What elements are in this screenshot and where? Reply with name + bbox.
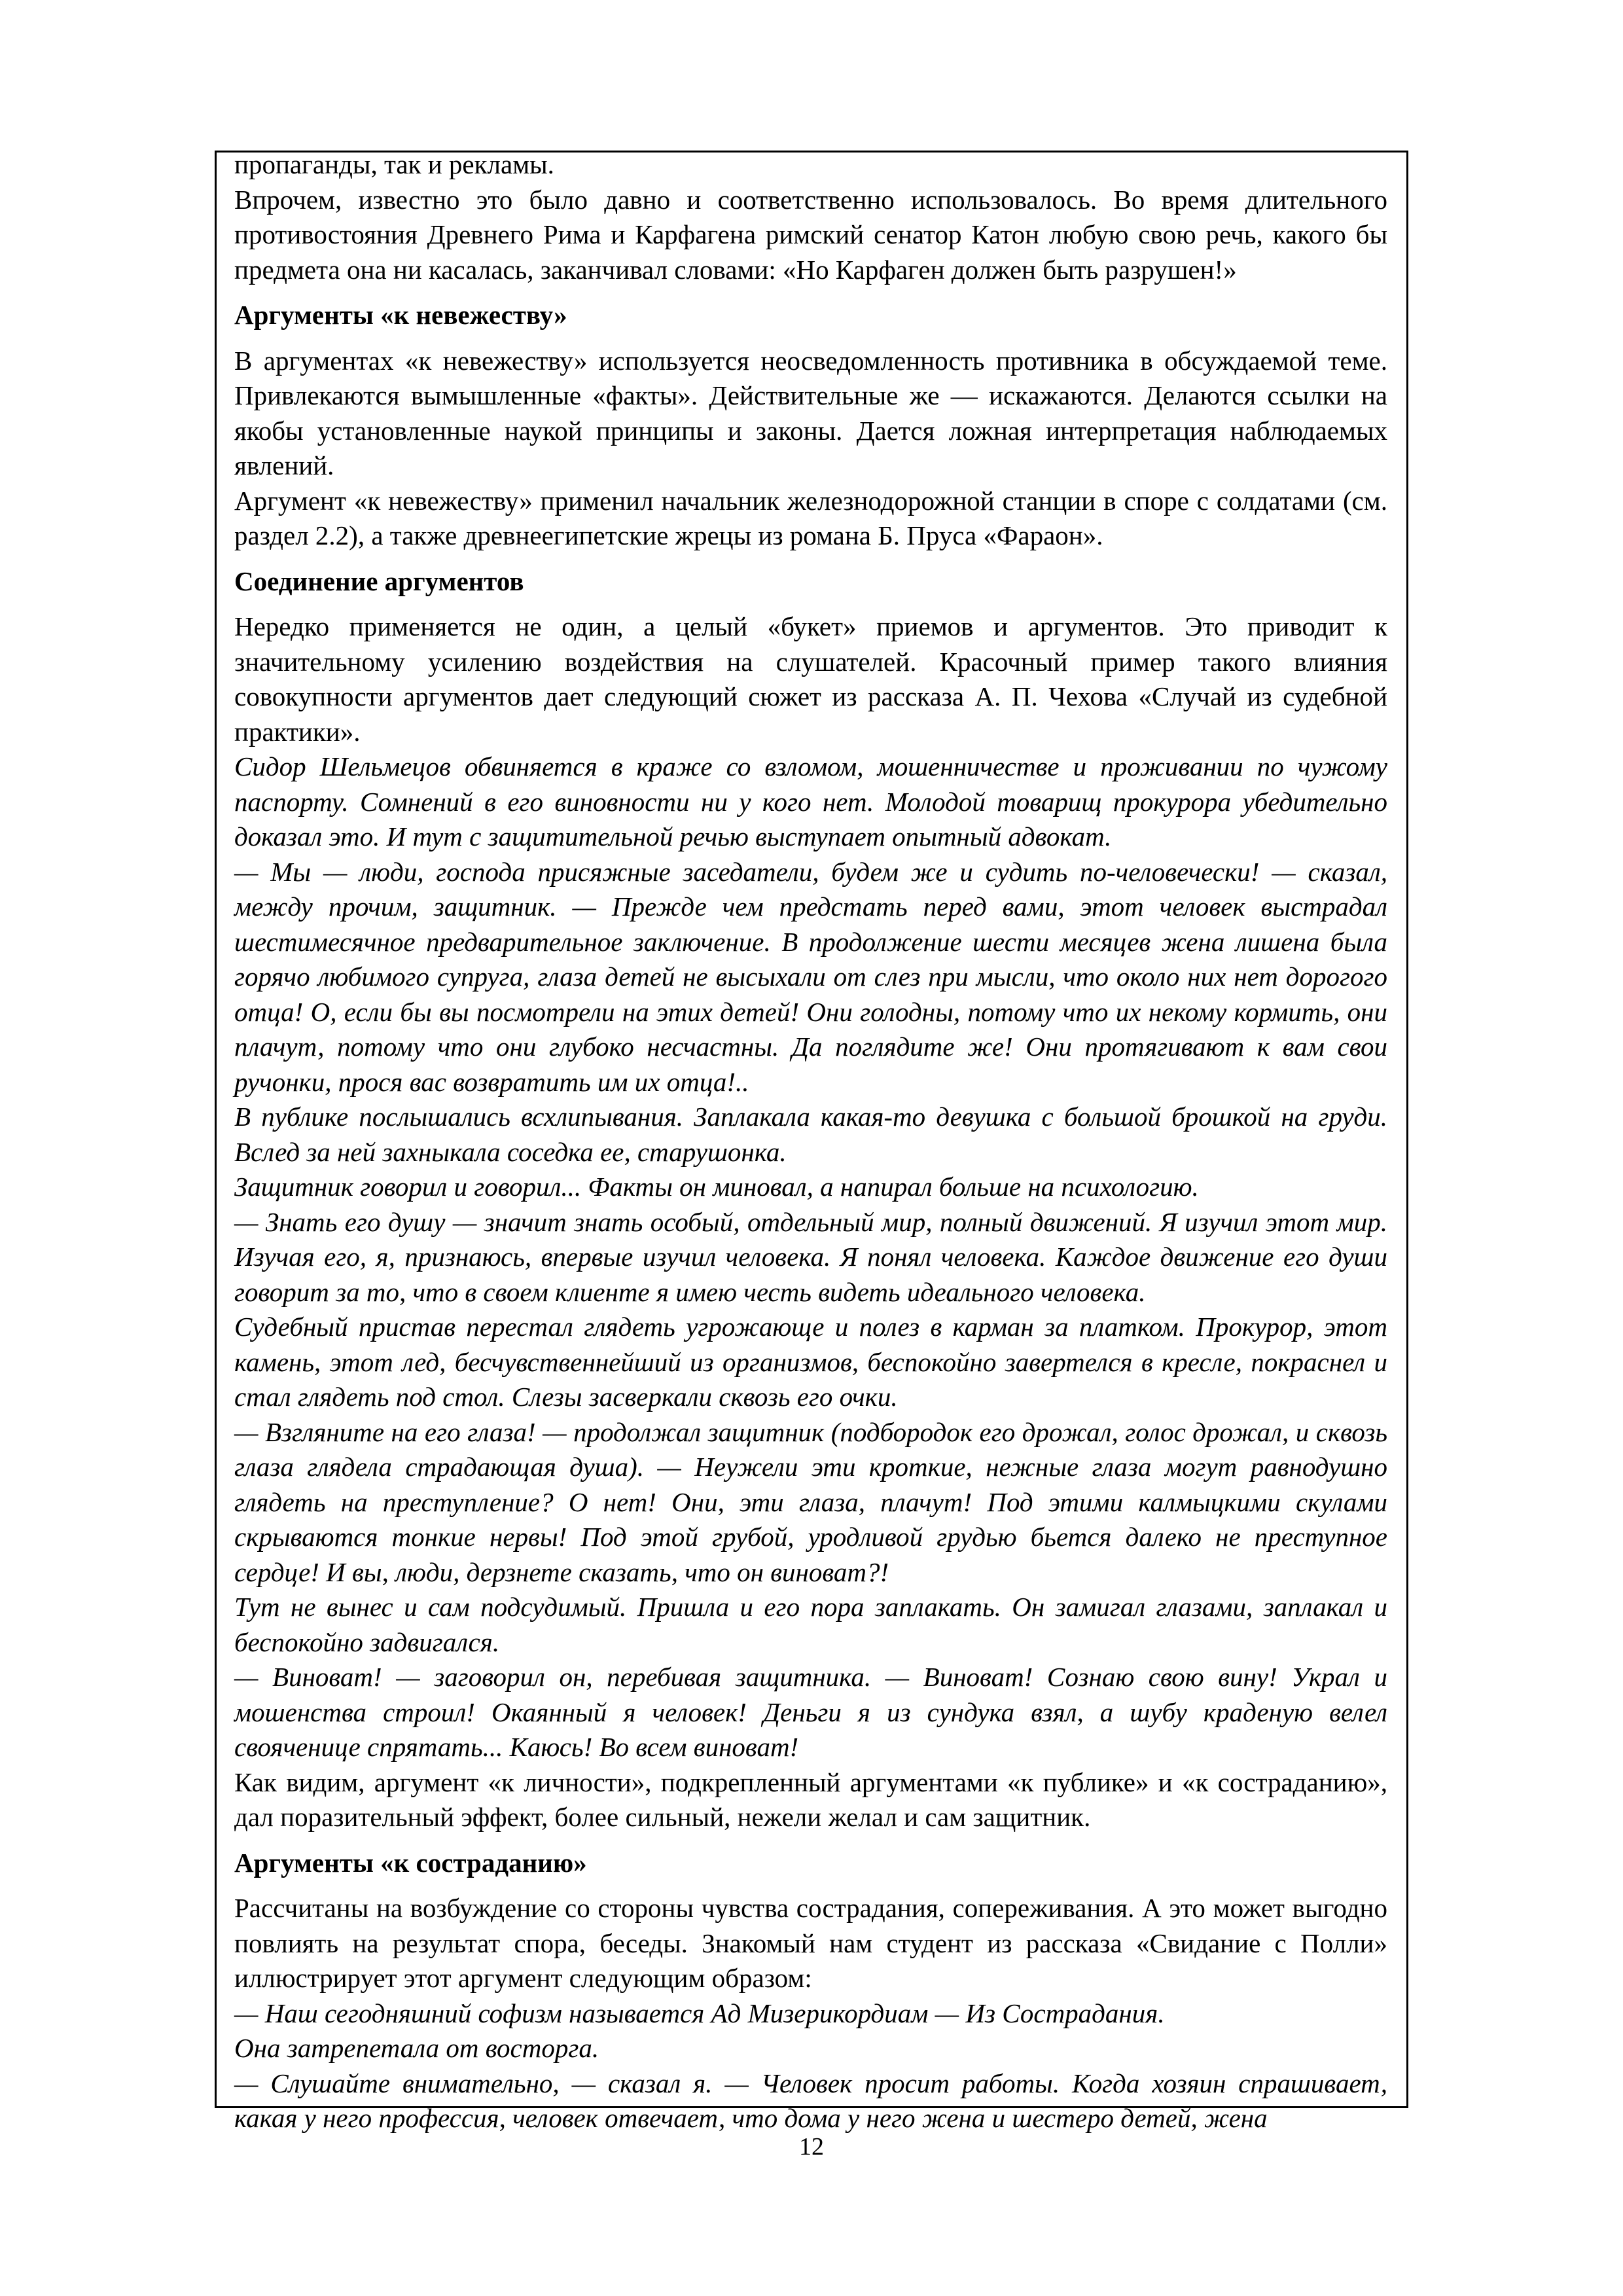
quote-paragraph: Сидор Шельмецов обвиняется в краже со взломом, мошенничестве и проживании по чужому паспорту. Сомнений в его виновности ни у кого нет. Молодой товарищ прокурора убедительно доказал это. И тут с защитительной речью выступает опытный адвокат. [234,751,1387,852]
quote-paragraph: — Слушайте внимательно, — сказал я. — Человек просит работы. Когда хозяин спрашивает, какая у него профессия, человек отвечает, что дома у него жена и шестеро детей, жена [234,2068,1387,2133]
page-number: 12 [799,2133,824,2161]
paragraph: Нередко применяется не один, а целый «букет» приемов и аргументов. Это приводит к значительному усилению воздействия на слушателей. Красочный пример такого влияния совокупности аргументов дает следующий сюжет из рассказа А. П. Чехова «Случай из судебной практики». [234,611,1387,747]
quote-paragraph: Защитник говорил и говорил... Факты он миновал, а напирал больше на психологию. [234,1172,1199,1202]
quote-paragraph: — Наш сегодняшний софизм называется Ад Мизерикордиам — Из Сострадания. [234,1998,1165,2028]
paragraph: Рассчитаны на возбуждение со стороны чувства сострадания, сопереживания. А это может выгодно повлиять на результат спора, беседы. Знакомый нам студент из рассказа «Свидание с Полли» иллюстрирует этот аргумент следующим образом: [234,1893,1387,1993]
paragraph: Аргумент «к невежеству» применил начальник железнодорожной станции в споре с солдатами (см. раздел 2.2), а также древнеегипетские жрецы из романа Б. Пруса «Фараон». [234,485,1387,550]
quote-paragraph: Она затрепетала от восторга. [234,2033,599,2063]
quote-paragraph: — Виноват! — заговорил он, перебивая защитника. — Виноват! Сознаю свою вину! Украл и мошенства строил! Окаянный я человек! Деньги я из сундука взял, а шубу краденую велел свояченице спрятать... Каюсь! Во всем виноват! [234,1662,1387,1762]
quote-paragraph: В публике послышались всхлипывания. Заплакала какая-то девушка с большой брошкой на груди. Вслед за ней захныкала соседка ее, старушонка. [234,1102,1387,1167]
section-heading: Соединение аргументов [234,565,524,596]
paragraph: Как видим, аргумент «к личности», подкрепленный аргументами «к публике» и «к состраданию», дал поразительный эффект, более сильный, нежели желал и сам защитник. [234,1767,1387,1832]
paragraph: В аргументах «к невежеству» используется неосведомленность противника в обсуждаемой теме. Привлекаются вымышленные «факты». Действительные же — искажаются. Делаются ссылки на якобы установленные наукой принципы и законы. Дается ложная интерпретация наблюдаемых явлений. [234,345,1387,480]
quote-paragraph: — Мы — люди, господа присяжные заседатели, будем же и судить по-человечески! — сказал, между прочим, защитник. — Прежде чем предстать перед вами, этот человек выстрадал шестимесячное предварительное заключение. В продолжение шести месяцев жена лишена была горячо любимого супруга, глаза детей не высыхали от слез при мысли, что около них нет дорогого отца! О, если бы вы посмотрели на этих детей! Они голодны, потому что их некому кормить, они плачут, потому что они глубоко несчастны. Да поглядите же! Они протягивают к вам свои ручонки, прося вас возвратить им их отца!.. [234,856,1387,1097]
page-content [234,147,1387,2136]
quote-paragraph: Тут не вынес и сам подсудимый. Пришла и его пора заплакать. Он замигал глазами, заплакал и беспокойно задвигался. [234,1592,1387,1657]
paragraph: Впрочем, известно это было давно и соответственно использовалось. Во время длительного противостояния Древнего Рима и Карфагена римский сенатор Катон любую свою речь, какого бы предмета она ни касалась, заканчивал словами: «Но Карфаген должен быть разрушен!» [234,184,1387,285]
quote-paragraph: — Знать его душу — значит знать особый, отдельный мир, полный движений. Я изучил этот мир. Изучая его, я, признаюсь, впервые изучил человека. Я понял человека. Каждое движение его души говорит за то, что в своем клиенте я имею честь видеть идеального человека. [234,1206,1387,1307]
section-heading: Аргументы «к невежеству» [234,300,567,330]
section-heading: Аргументы «к состраданию» [234,1847,587,1878]
quote-paragraph: — Взгляните на его глаза! — продолжал защитник (подбородок его дрожал, голос дрожал, и сквозь глаза глядела страдающая душа). — Неужели эти кроткие, нежные глаза могут равнодушно глядеть на преступление? О нет! Они, эти глаза, плачут! Под этими калмыцкими скулами скрываются тонкие нервы! Под этой грубой, уродливой грудью бьется далеко не преступное сердце! И вы, люди, дерзнете сказать, что он виноват?! [234,1416,1387,1587]
text-frame [215,149,1408,2133]
quote-paragraph: Судебный пристав перестал глядеть угрожающе и полез в карман за платком. Прокурор, этот камень, этот лед, бесчувственнейший из организмов, беспокойно завертелся в кресле, покраснел и стал глядеть под стол. Слезы засверкали сквозь его очки. [234,1312,1387,1412]
paragraph: пропаганды, так и рекламы. [234,149,554,179]
